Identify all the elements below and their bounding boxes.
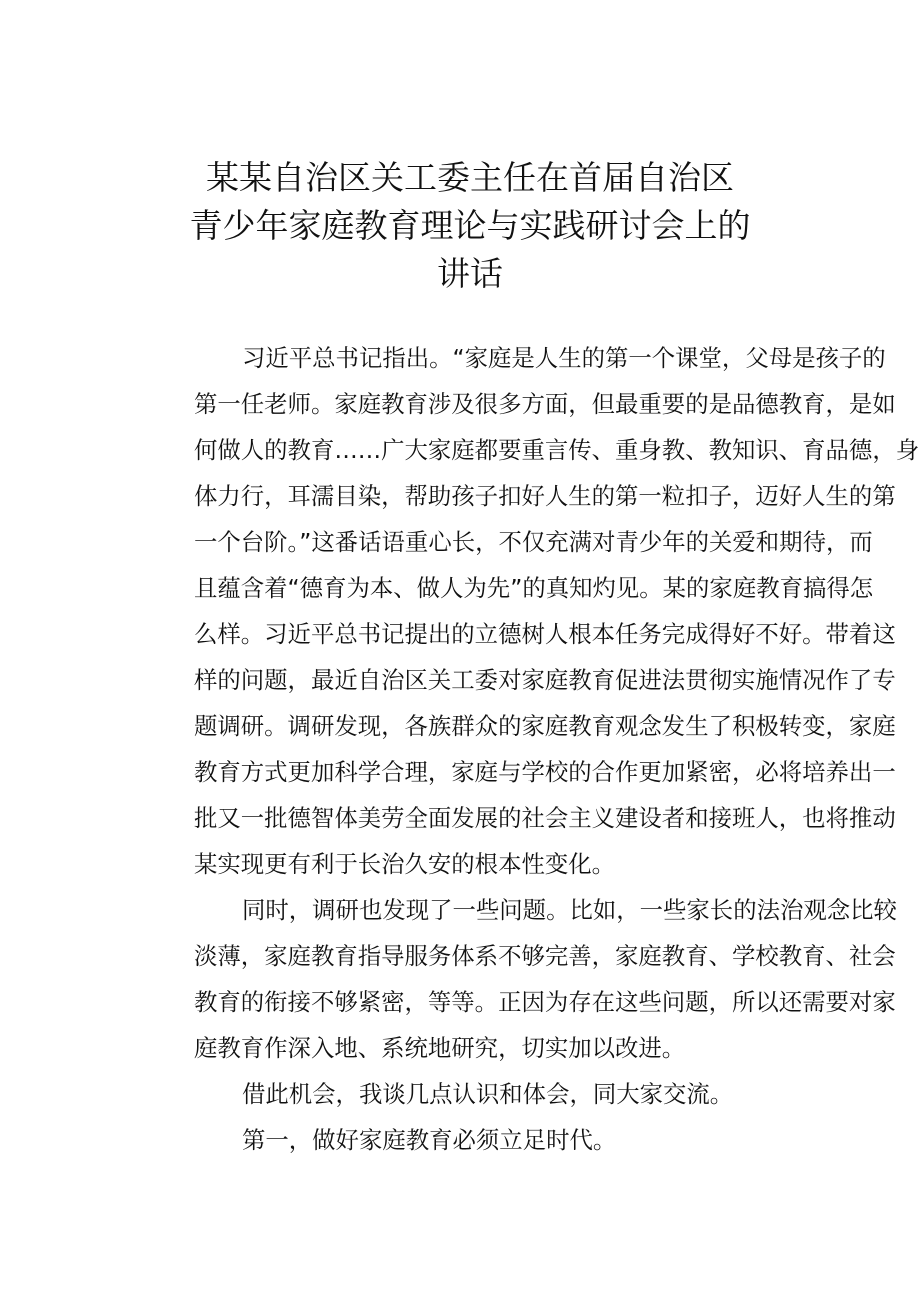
title-line-3: 讲话 xyxy=(437,254,503,293)
paragraph-2 xyxy=(146,887,897,1071)
title-line-1: 某某自治区关工委主任在首届自治区 xyxy=(206,158,734,197)
paragraph-line: 题调研。调研发现，各族群众的家庭教育观念发生了积极转变，家庭 xyxy=(194,712,896,740)
document-title xyxy=(140,154,800,298)
paragraph-line: 么样。习近平总书记提出的立德树人根本任务完成得好不好。带着这 xyxy=(194,620,896,648)
paragraph-line: 何做人的教育……广大家庭都要重言传、重身教、教知识、育品德，身 xyxy=(194,436,920,464)
paragraph-line: 第一，做好家庭教育必须立足时代。 xyxy=(242,1126,617,1154)
paragraph-line: 体力行，耳濡目染，帮助孩子扣好人生的第一粒扣子，迈好人生的第 xyxy=(194,482,896,510)
paragraph-4 xyxy=(146,1117,816,1163)
paragraph-line: 同时，调研也发现了一些问题。比如，一些家长的法治观念比较 xyxy=(242,896,897,924)
paragraph-line: 借此机会，我谈几点认识和体会，同大家交流。 xyxy=(242,1080,734,1108)
paragraph-line: 教育方式更加科学合理，家庭与学校的合作更加紧密，必将培养出一 xyxy=(194,758,896,786)
paragraph-line: 第一任老师。家庭教育涉及很多方面，但最重要的是品德教育，是如 xyxy=(194,390,896,418)
paragraph-line: 且蕴含着“德育为本、做人为先”的真知灼见。某的家庭教育搞得怎 xyxy=(194,574,874,602)
paragraph-line: 教育的衔接不够紧密，等等。正因为存在这些问题，所以还需要对家 xyxy=(194,988,896,1016)
document-body xyxy=(146,335,920,1163)
paragraph-3 xyxy=(146,1071,816,1117)
paragraph-line: 某实现更有利于长治久安的根本性变化。 xyxy=(194,850,616,878)
paragraph-line: 批又一批德智体美劳全面发展的社会主义建设者和接班人，也将推动 xyxy=(194,804,896,832)
paragraph-line: 样的问题，最近自治区关工委对家庭教育促进法贯彻实施情况作了专 xyxy=(194,666,896,694)
paragraph-line: 一个台阶。”这番话语重心长，不仅充满对青少年的关爱和期待，而 xyxy=(194,528,873,556)
paragraph-1 xyxy=(146,335,920,887)
paragraph-line: 庭教育作深入地、系统地研究，切实加以改进。 xyxy=(194,1034,686,1062)
title-line-2: 青少年家庭教育理论与实践研讨会上的 xyxy=(189,206,751,245)
paragraph-line: 习近平总书记指出。“家庭是人生的第一个课堂，父母是孩子的 xyxy=(242,344,886,372)
paragraph-line: 淡薄，家庭教育指导服务体系不够完善，家庭教育、学校教育、社会 xyxy=(194,942,896,970)
